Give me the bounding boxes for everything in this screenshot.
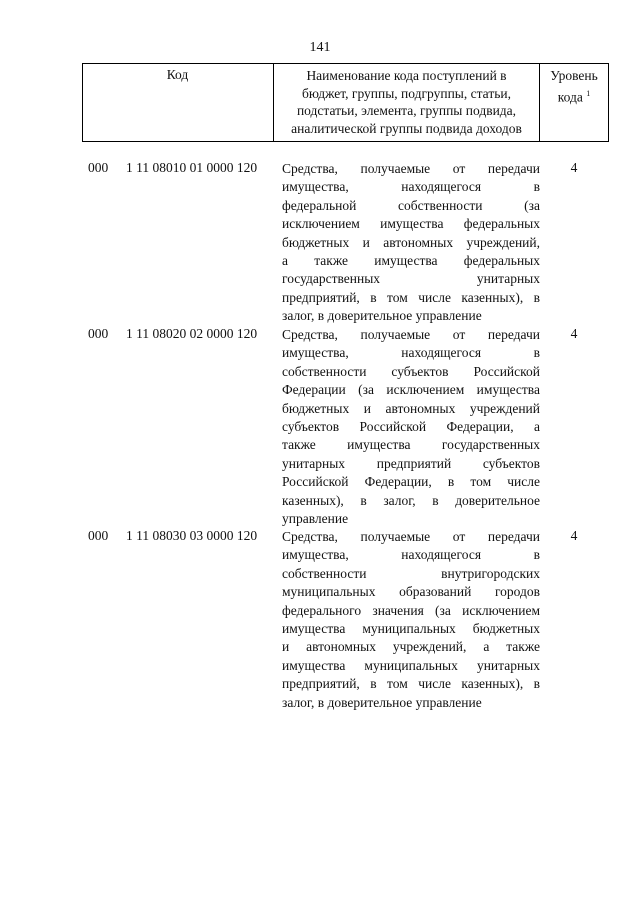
description-line: также имущества государственных — [282, 437, 540, 453]
description-line: залог, в доверительное управление — [282, 308, 482, 324]
description-line: имущества муниципальных унитарных — [282, 657, 540, 673]
revenue-description — [282, 160, 540, 326]
description-line: залог, в доверительное управление — [282, 694, 482, 710]
header-name-line: Наименование кода поступлений в — [306, 68, 507, 83]
table-header — [82, 63, 609, 142]
header-code: Код — [166, 67, 189, 82]
description-line: исключением имущества федеральных — [282, 216, 540, 232]
description-line: имущества муниципальных бюджетных — [282, 621, 540, 637]
revenue-code: 1 11 08010 01 0000 120 — [126, 160, 258, 175]
header-name-line: аналитической группы подвида доходов — [291, 120, 522, 136]
revenue-code: 1 11 08030 03 0000 120 — [126, 528, 258, 543]
description-line: собственности внутригородских — [282, 565, 540, 581]
description-line: имущества, находящегося в — [282, 179, 540, 195]
description-line: унитарных предприятий субъектов — [282, 455, 540, 471]
description-line: имущества, находящегося в — [282, 345, 540, 361]
description-line: а также имущества федеральных — [282, 253, 540, 269]
admin-code: 000 — [88, 528, 109, 543]
description-line: казенных), в залог, в доверительное — [282, 492, 540, 508]
description-line: субъектов Российской Федерации, а — [282, 419, 540, 435]
header-level-line: Уровень — [550, 68, 598, 83]
description-line: бюджетных и автономных учреждений — [282, 400, 540, 416]
description-line: собственности субъектов Российской — [282, 363, 540, 379]
description-line: государственных унитарных — [282, 271, 540, 287]
header-level — [540, 67, 608, 106]
page-number: 141 — [309, 40, 331, 55]
header-level-line — [540, 85, 608, 106]
description-line: федерального значения (за исключением — [282, 602, 540, 618]
header-divider — [608, 64, 609, 141]
level-value: 4 — [570, 160, 578, 175]
description-line: Российской Федерации, в том числе — [282, 474, 540, 490]
description-line: предприятий, в том числе казенных), в — [282, 289, 540, 305]
description-line: Средства, получаемые от передачи — [282, 529, 540, 544]
description-line: управление — [282, 511, 349, 527]
description-line: бюджетных и автономных учреждений, — [282, 234, 540, 250]
footnote-marker: 1 — [586, 88, 591, 98]
description-line: Средства, получаемые от передачи — [282, 161, 540, 176]
description-line: предприятий, в том числе казенных), в — [282, 676, 540, 692]
description-line: и автономных учреждений, а также — [282, 639, 540, 655]
header-name-line: бюджет, группы, подгруппы, статьи, — [302, 85, 511, 101]
header-name — [274, 67, 539, 137]
revenue-description — [282, 326, 540, 528]
description-line: имущества, находящегося в — [282, 547, 540, 563]
level-value: 4 — [570, 528, 578, 543]
header-name-line: подстатьи, элемента, группы подвида, — [296, 103, 517, 118]
description-line: Федерации (за исключением имущества — [282, 382, 540, 398]
description-line: муниципальных образований городов — [282, 584, 540, 600]
admin-code: 000 — [88, 160, 109, 175]
header-level-word: кода — [557, 89, 583, 104]
revenue-description — [282, 528, 540, 712]
admin-code: 000 — [88, 326, 109, 341]
revenue-code: 1 11 08020 02 0000 120 — [126, 326, 258, 341]
description-line: Средства, получаемые от передачи — [282, 327, 540, 342]
level-value: 4 — [570, 326, 578, 341]
description-line: федеральной собственности (за — [282, 197, 540, 213]
